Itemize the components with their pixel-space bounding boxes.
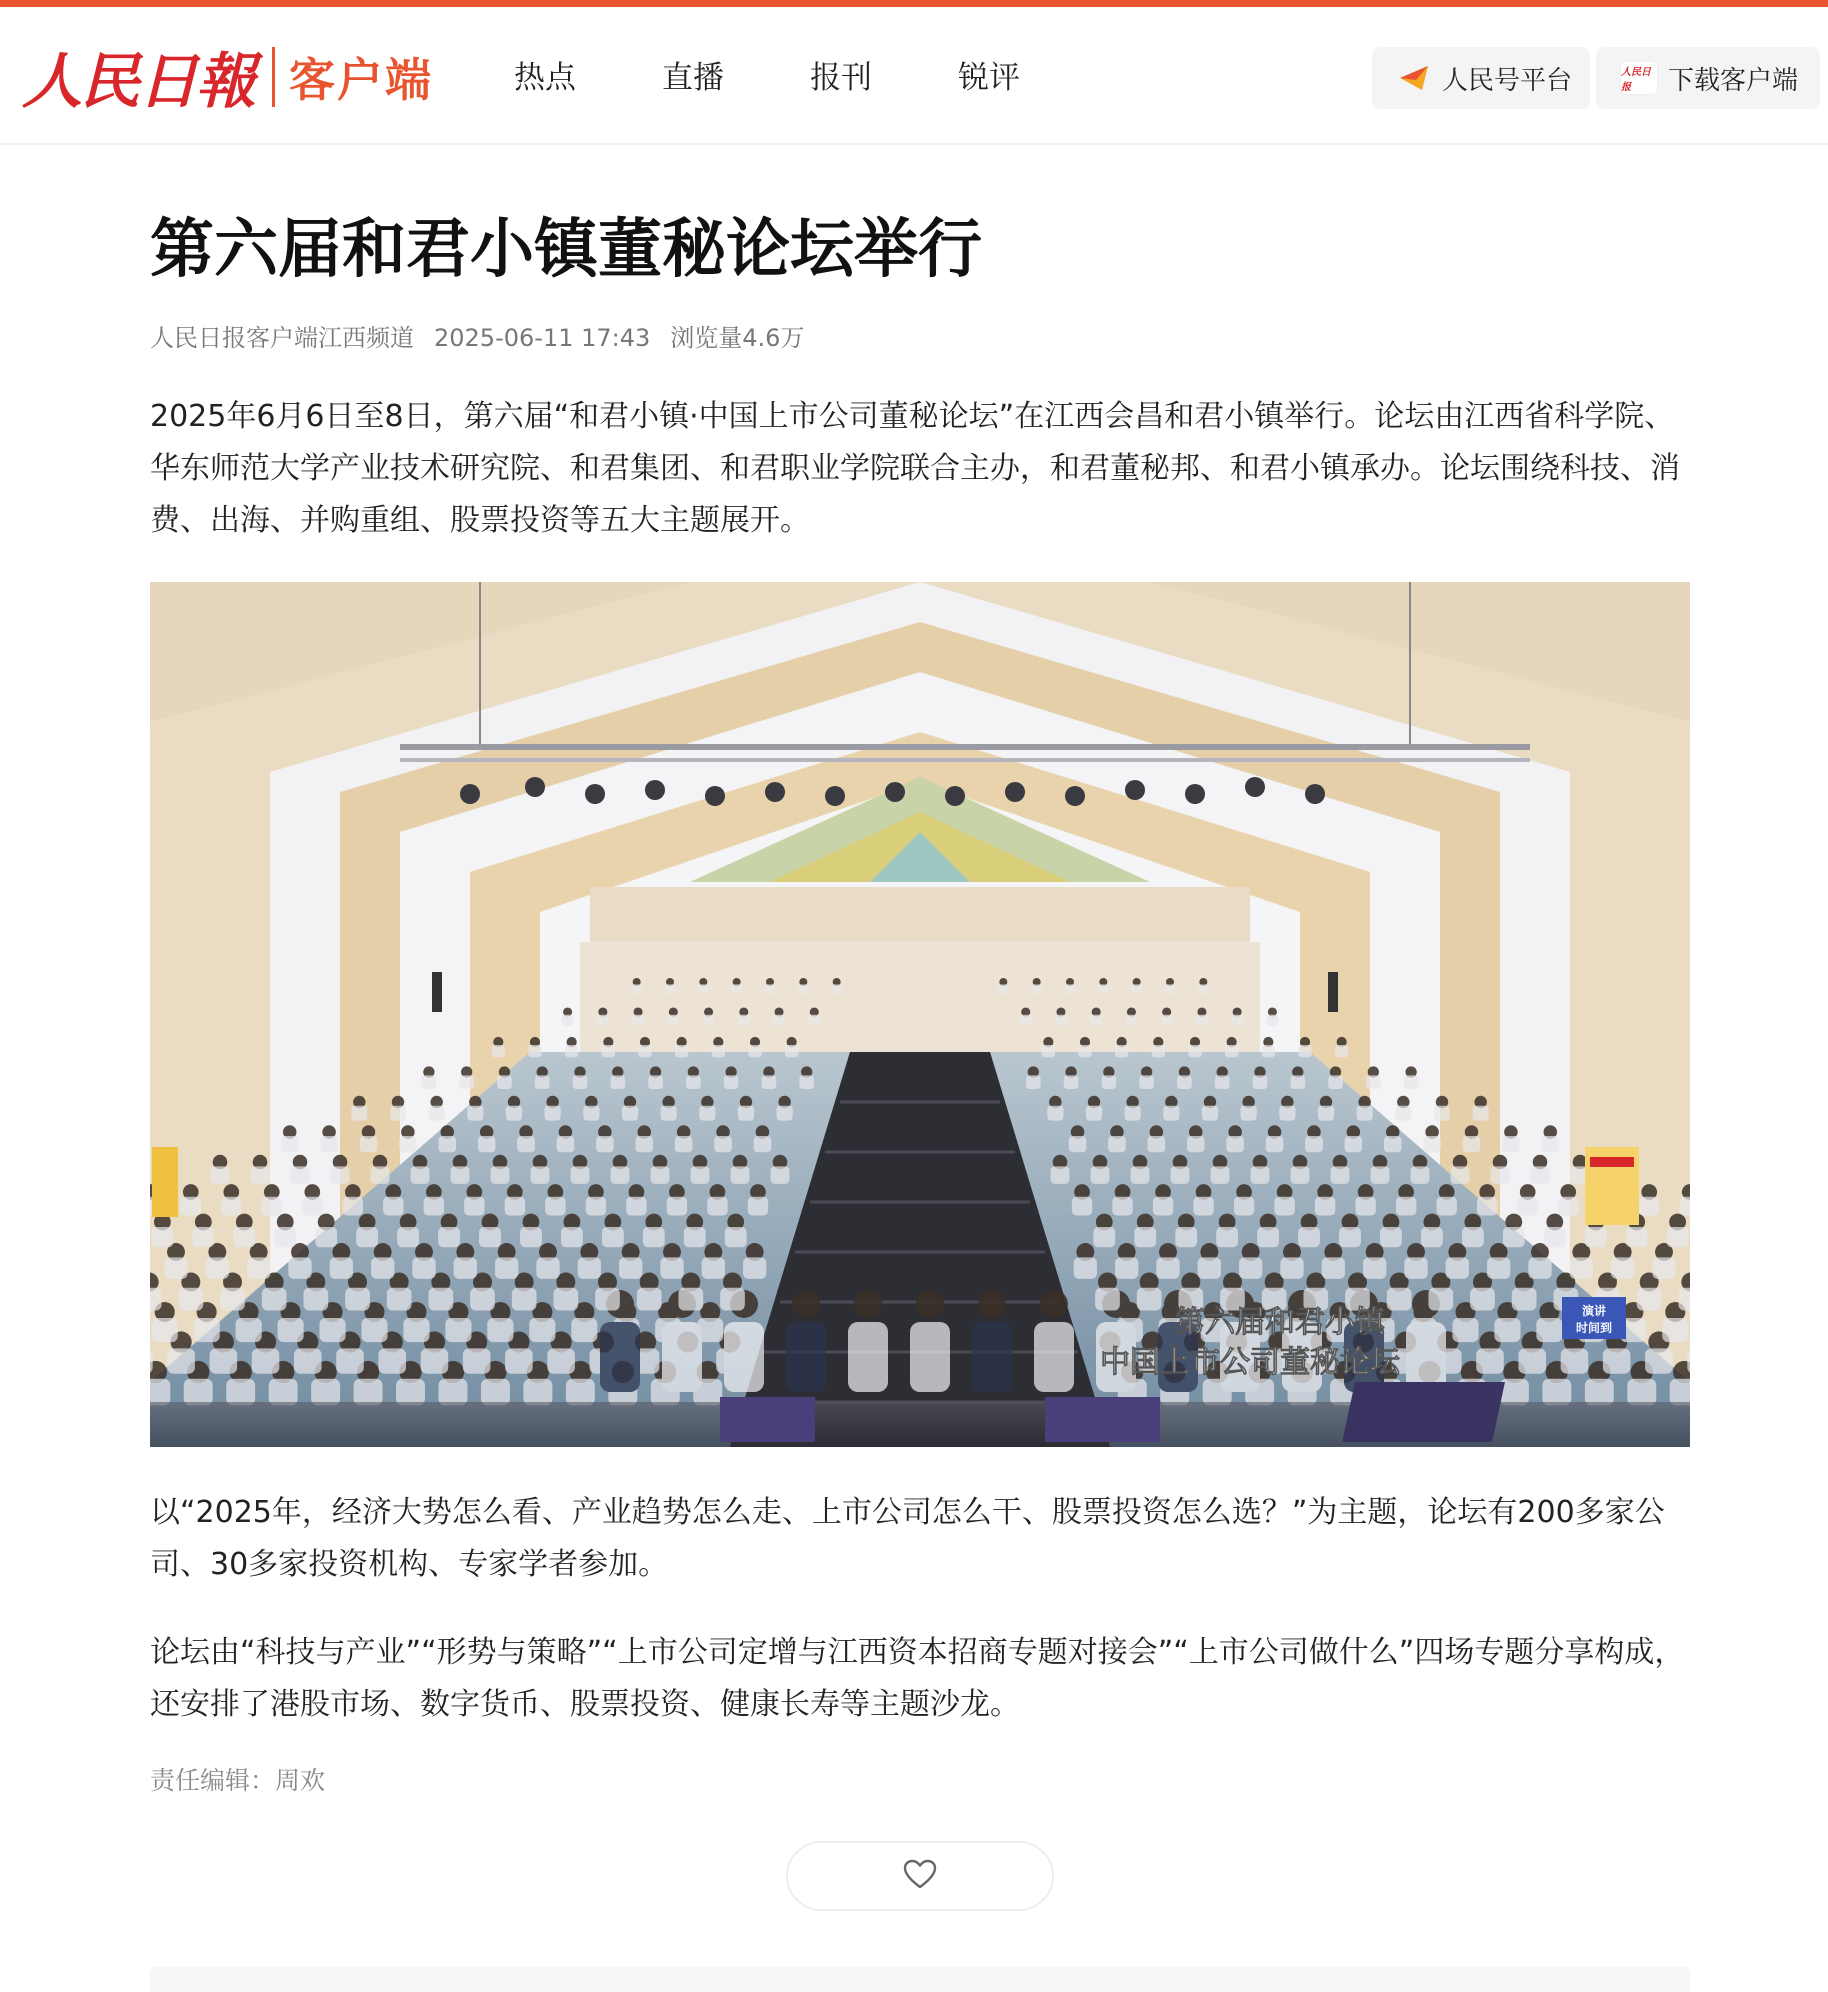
- megaphone-icon: [1398, 64, 1432, 92]
- like-button[interactable]: [786, 1841, 1054, 1911]
- logo-divider: [272, 47, 275, 107]
- app-icon-text: 人民日报: [1620, 61, 1658, 95]
- article-paragraph-3: 论坛由“科技与产业”“形势与策略”“上市公司定增与江西资本招商专题对接会”“上市公司做什么”四场专题分享构成，还安排了港股市场、数字货币、股票投资、健康长寿等主题沙龙。: [150, 1635, 1685, 1722]
- related-content-box: [150, 1967, 1690, 1992]
- nav-item-commentary[interactable]: 锐评: [958, 60, 1020, 96]
- article-photo[interactable]: [150, 582, 1690, 1447]
- heart-icon: [903, 1859, 937, 1893]
- article-title: 第六届和君小镇董秘论坛举行: [150, 213, 982, 287]
- top-accent-bar: [0, 0, 1828, 7]
- site-logo[interactable]: [22, 37, 433, 117]
- nav-item-newspaper[interactable]: 报刊: [810, 60, 872, 96]
- photo-sign-line-1: 演讲: [1581, 1304, 1607, 1318]
- logo-sub-text: 客户端: [289, 53, 433, 107]
- responsible-editor: 责任编辑：周欢: [150, 1766, 326, 1795]
- conference-hall-illustration: [150, 582, 1690, 1447]
- nav-item-live[interactable]: 直播: [662, 60, 724, 96]
- site-header: [0, 7, 1828, 145]
- download-app-button[interactable]: [1596, 47, 1820, 109]
- article-meta: [150, 321, 824, 355]
- platform-button-label: 人民号平台: [1442, 65, 1573, 96]
- article-paragraph-2: 以“2025年，经济大势怎么看、产业趋势怎么走、上市公司怎么干、股票投资怎么选？”为主题，论坛有200多家公司、30多家投资机构、专家学者参加。: [150, 1495, 1665, 1582]
- platform-button[interactable]: [1372, 47, 1590, 109]
- photo-sign-line-2: 时间到: [1575, 1321, 1613, 1335]
- photo-caption-line-2: 中国上市公司董秘论坛: [1100, 1345, 1400, 1380]
- logo-main-text: 人民日報: [22, 47, 254, 117]
- article-views: 浏览量4.6万: [670, 324, 805, 352]
- article-source[interactable]: 人民日报客户端江西频道: [150, 324, 414, 352]
- article-datetime: 2025-06-11 17:43: [434, 324, 651, 352]
- app-icon: [1620, 61, 1658, 95]
- download-button-label: 下载客户端: [1668, 65, 1799, 96]
- nav-item-hot[interactable]: 热点: [514, 60, 576, 96]
- photo-caption-line-1: 第六届和君小镇: [1175, 1305, 1385, 1340]
- article-paragraph-1: 2025年6月6日至8日，第六届“和君小镇·中国上市公司董秘论坛”在江西会昌和君小镇举行。论坛由江西省科学院、华东师范大学产业技术研究院、和君集团、和君职业学院联合主办，和君董秘邦、和君小镇承办。论坛围绕科技、消费、出海、并购重组、股票投资等五大主题展开。: [150, 399, 1680, 538]
- main-nav: [514, 55, 1106, 101]
